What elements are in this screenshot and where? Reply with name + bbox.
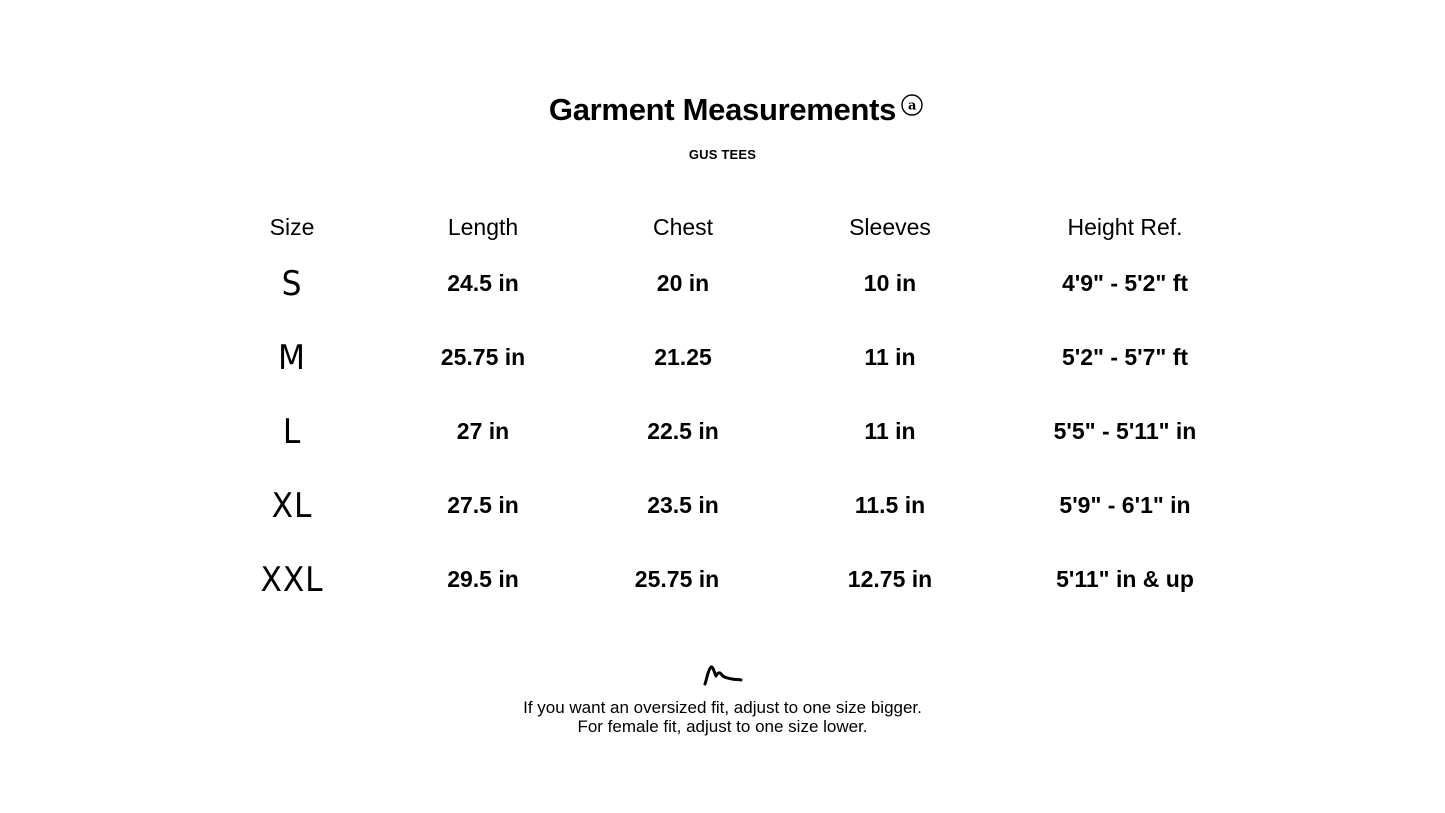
chest-value: 23.5 in [647,492,719,518]
length-value: 27 in [456,418,510,444]
size-label: XXL [260,560,324,600]
fit-note-female: For female fit, adjust to one size lower. [577,717,868,736]
sleeves-value: 11 in [864,418,916,444]
sleeves-value: 11.5 in [854,492,926,518]
height-value: 5'9" - 6'1" in [1059,492,1191,518]
chest-value: 25.75 in [634,566,720,592]
length-value: 24.5 in [447,270,519,296]
fit-note-oversized: If you want an oversized fit, adjust to one size bigger. [523,698,922,717]
size-label: XL [271,486,313,526]
chest-value: 21.25 [654,344,712,370]
sleeves-value: 10 in [863,270,917,296]
sleeves-value: 12.75 in [847,566,933,592]
chest-value: 20 in [656,270,710,296]
size-label: M [278,338,306,378]
column-header-sleeves: Sleeves [849,214,931,240]
column-header-size: Size [269,214,315,240]
chest-value: 22.5 in [647,418,719,444]
page-title-text: Garment Measurements [548,92,897,127]
signature-icon [700,658,746,688]
sleeves-value: 11 in [864,344,916,370]
length-value: 27.5 in [447,492,519,518]
page-title [548,92,917,128]
height-value: 4'9" - 5'2" ft [1061,270,1189,296]
title-area [0,92,1445,128]
subtitle: GUS TEES [688,147,757,162]
size-label: S [281,264,303,304]
column-header-height-ref: Height Ref. [1067,214,1183,240]
size-label: L [282,412,302,452]
brand-logo-icon [901,94,923,116]
length-value: 25.75 in [440,344,526,370]
height-value: 5'11" in & up [1056,566,1194,592]
height-value: 5'2" - 5'7" ft [1061,344,1189,370]
column-header-chest: Chest [652,214,714,240]
length-value: 29.5 in [447,566,519,592]
height-value: 5'5" - 5'11" in [1053,418,1197,444]
column-header-length: Length [447,214,519,240]
svg-text:a: a [908,98,917,114]
